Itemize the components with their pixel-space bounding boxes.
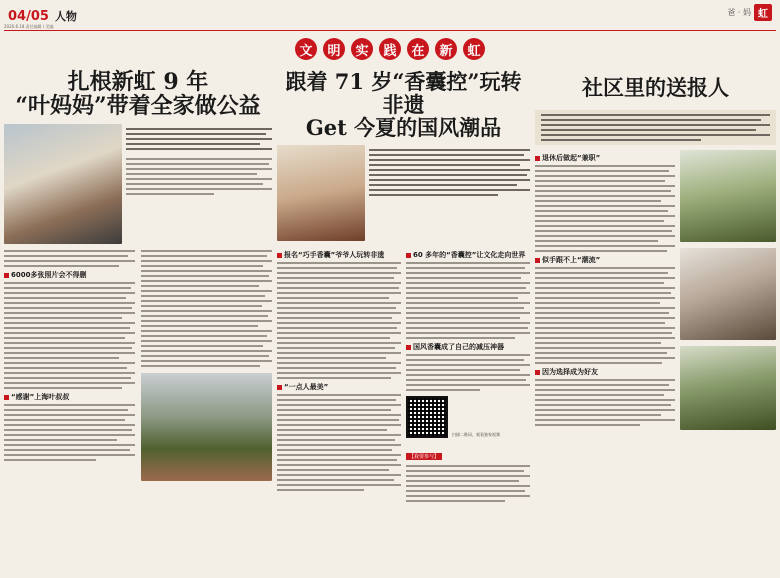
banner-char: 明 bbox=[323, 38, 345, 60]
banner-char: 在 bbox=[407, 38, 429, 60]
section-banner bbox=[0, 34, 780, 64]
middle-headline: 跟着 71 岁“香囊控”玩转非遗 Get 今夏的国风潮品 bbox=[285, 69, 522, 140]
right-headline: 社区里的送报人 bbox=[582, 75, 729, 100]
section-name: 人物 bbox=[54, 10, 77, 23]
subhead: 退休后做起“兼职” bbox=[535, 153, 675, 163]
subhead: 国风香囊成了自己的减压神器 bbox=[406, 342, 530, 352]
subhead: “一点人最美” bbox=[277, 382, 401, 392]
logo-brand: 虹 bbox=[754, 4, 772, 21]
banner-char: 新 bbox=[435, 38, 457, 60]
article-photo bbox=[680, 150, 776, 242]
subhead: 报名“巧手香囊”爷爷人玩转非遗 bbox=[277, 250, 401, 260]
subhead: 因为选择成为好友 bbox=[535, 367, 675, 377]
lead-text bbox=[369, 145, 530, 241]
lead-text bbox=[126, 124, 272, 244]
qr-caption: 扫描二维码，观看独家视频 bbox=[452, 432, 500, 437]
page-header bbox=[0, 0, 780, 24]
banner-char: 虹 bbox=[463, 38, 485, 60]
header-rule bbox=[4, 30, 776, 31]
article-left bbox=[4, 68, 272, 574]
article-right bbox=[535, 68, 776, 574]
lead-text bbox=[535, 110, 776, 145]
left-headline: 扎根新虹 9 年 “叶妈妈”带着全家做公益 bbox=[15, 69, 261, 119]
article-photo bbox=[141, 373, 272, 481]
banner-char: 文 bbox=[295, 38, 317, 60]
article-photo bbox=[680, 346, 776, 430]
subhead: 似手跟不上“潮流” bbox=[535, 255, 675, 265]
meta-line: 2020.6.18 责任编辑 / 美编 bbox=[4, 24, 54, 29]
page-number: 04/05 bbox=[8, 9, 49, 24]
banner-char: 践 bbox=[379, 38, 401, 60]
qr-code[interactable] bbox=[406, 396, 448, 438]
editor-tag: 【我要参与】 bbox=[406, 453, 442, 460]
subhead: 60 多年的“香囊控”让文化走向世界 bbox=[406, 250, 530, 260]
logo-prefix: 爸 · 妈 bbox=[727, 8, 751, 17]
article-photo bbox=[4, 124, 122, 244]
article-photo bbox=[680, 248, 776, 340]
masthead-logo bbox=[727, 4, 772, 21]
banner-char: 实 bbox=[351, 38, 373, 60]
article-photo bbox=[277, 145, 365, 241]
subhead: 6000多张照片会不得删 bbox=[4, 270, 135, 280]
article-middle bbox=[277, 68, 530, 574]
subhead: “感谢”上海叶叔叔 bbox=[4, 392, 135, 402]
